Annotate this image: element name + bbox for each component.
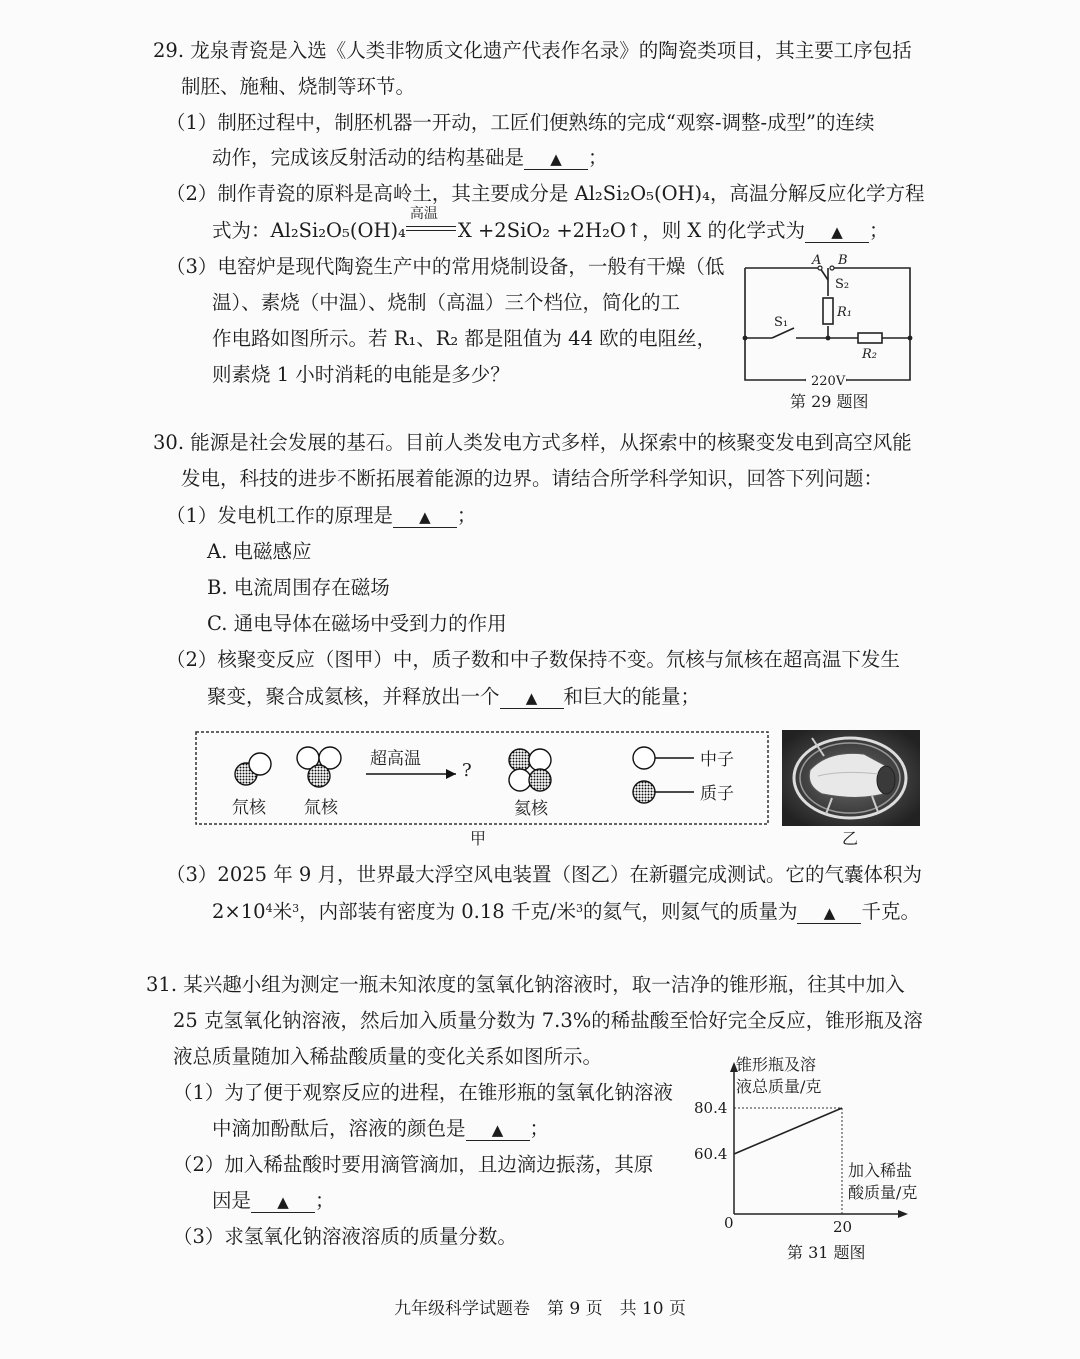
node	[826, 336, 831, 341]
q31-part2-line1: （2）加入稀盐酸时要用滴管滴加，且边滴边振荡，其原	[173, 1153, 654, 1176]
reaction-condition: 高温	[409, 206, 438, 222]
q29-stem-line2: 制胚、施釉、烧制等环节。	[181, 75, 416, 98]
equation-right: X +2SiO₂ +2H₂O↑，则 X 的化学式为	[457, 219, 805, 242]
volume-value: 2×10	[212, 900, 266, 923]
node	[743, 336, 748, 341]
q29-part2-line1: （2）制作青瓷的原料是高岭土，其主要成分是 Al₂Si₂O₅(OH)₄，高温分解反应化学方程	[166, 182, 925, 205]
resistor-r1	[823, 298, 833, 324]
answer-blank	[393, 506, 457, 528]
label-r2: R₂	[862, 347, 877, 362]
blank-triangle: ▲	[525, 689, 538, 707]
diagram-frame	[196, 732, 768, 824]
label-a: A	[812, 253, 822, 268]
label-s2: S₂	[835, 277, 850, 292]
q29-part3-line1: （3）电窑炉是现代陶瓷生产中的常用烧制设备，一般有干燥（低	[166, 255, 725, 278]
punct: ；	[315, 1189, 335, 1212]
reaction-arrow	[406, 206, 458, 240]
q31-part1-line2	[212, 1116, 549, 1142]
q31-part1-text: 中滴加酚酞后，溶液的颜色是	[212, 1117, 466, 1140]
punct: ；	[869, 219, 889, 242]
label-b: B	[838, 253, 848, 268]
punct: ；	[529, 1117, 550, 1140]
y-tick-label-top: 80.4	[694, 1099, 728, 1117]
q31-part2-text: 因是	[212, 1189, 252, 1212]
q29-part2-line2	[212, 206, 889, 244]
q29-part1-line1: （1）制胚过程中，制胚机器一开动，工匠们便熟练的完成“观察-调整-成型”的连续	[166, 111, 875, 134]
q30-option-c: C. 通电导体在磁场中受到力的作用	[207, 612, 507, 635]
label-condition: 超高温	[370, 749, 421, 769]
q29-part1-text: 动作，完成该反射活动的结构基础是	[212, 146, 525, 169]
answer-blank	[805, 221, 869, 243]
equation-left: 式为：Al₂Si₂O₅(OH)₄	[212, 219, 406, 242]
helium-text: 的氦气，则氦气的质量为	[582, 900, 798, 923]
q30-part1	[166, 503, 476, 529]
blank-triangle: ▲	[550, 150, 562, 168]
x-axis-label-2: 酸质量/克	[848, 1183, 918, 1202]
density-text: ，内部装有密度为 0.18 千克/米	[299, 900, 576, 923]
q31-part3: （3）求氢氧化钠溶液溶质的质量分数。	[173, 1225, 517, 1248]
y-tick-label-low: 60.4	[694, 1145, 728, 1163]
label-jia: 甲	[470, 829, 487, 848]
legend-proton: 质子	[700, 784, 734, 804]
q29-part1-line2	[212, 145, 608, 171]
q30-part2-line2	[207, 684, 700, 710]
q30-option-b: B. 电流周围存在磁场	[207, 576, 390, 599]
punct: ；	[456, 504, 477, 527]
fig29-caption: 第 29 题图	[790, 392, 869, 411]
y-axis-label-2: 液总质量/克	[736, 1077, 822, 1096]
label-helium: 氦核	[514, 799, 548, 819]
arrow-line	[406, 226, 456, 227]
answer-blank	[524, 148, 588, 170]
circuit-diagram	[740, 254, 920, 394]
answer-blank	[466, 1119, 530, 1141]
y-axis-label-1: 锥形瓶及溶	[736, 1055, 817, 1074]
punct: ；	[588, 146, 608, 169]
blank-triangle: ▲	[277, 1193, 289, 1211]
answer-blank	[797, 902, 861, 924]
arrow-line	[406, 230, 456, 231]
q31-stem-line2: 25 克氢氧化钠溶液，然后加入质量分数为 7.3%的稀盐酸至恰好完全反应，锥形瓶及溶	[173, 1009, 923, 1032]
fusion-diagram	[194, 730, 774, 848]
airship-turbine-photo	[782, 730, 922, 848]
label-unknown: ?	[462, 760, 472, 781]
q29-part3-line3: 作电路如图所示。若 R₁、R₂ 都是阻值为 44 欧的电阻丝，	[212, 327, 717, 350]
label-voltage: 220V	[811, 374, 846, 389]
terminal-b	[830, 266, 834, 270]
q30-part2-text: 聚变，聚合成氦核，并释放出一个	[207, 685, 500, 708]
resistor-r2	[858, 333, 882, 343]
q30-part2-tail: 和巨大的能量；	[563, 685, 701, 708]
exponent: 3	[292, 902, 300, 915]
blank-triangle: ▲	[823, 904, 836, 922]
q30-stem-line2: 发电，科技的进步不断拓展着能源的边界。请结合所学科学知识，回答下列问题：	[181, 467, 884, 490]
exponent: 4	[265, 902, 273, 915]
blank-triangle: ▲	[491, 1121, 504, 1139]
x-tick-label: 20	[833, 1218, 853, 1236]
mass-line-chart	[690, 1050, 920, 1240]
q30-option-a: A. 电磁感应	[207, 540, 312, 563]
q30-part2-line1: （2）核聚变反应（图甲）中，质子数和中子数保持不变。氘核与氚核在超高温下发生	[166, 648, 900, 671]
legend-neutron: 中子	[700, 750, 734, 770]
q31-stem-line3: 液总质量随加入稀盐酸质量的变化关系如图所示。	[173, 1045, 603, 1068]
q30-stem-line1: 30. 能源是社会发展的基石。目前人类发电方式多样，从探索中的核聚变发电到高空风能	[153, 431, 912, 454]
unit: 米	[272, 900, 293, 923]
node	[908, 336, 913, 341]
q30-part3-line2	[212, 899, 920, 925]
label-deuterium: 氘核	[232, 798, 266, 818]
x-axis-label-1: 加入稀盐	[848, 1161, 913, 1180]
label-s1: S₁	[774, 315, 789, 330]
q29-part3-line2: 温）、素烧（中温）、烧制（高温）三个档位，简化的工	[212, 291, 681, 314]
answer-blank	[500, 687, 564, 709]
blank-triangle: ▲	[419, 508, 431, 526]
exponent: 3	[575, 902, 583, 915]
page-footer: 九年级科学试题卷 第 9 页 共 10 页	[393, 1299, 687, 1319]
q29-part3-line4: 则素烧 1 小时消耗的电能是多少？	[212, 363, 510, 386]
blank-triangle: ▲	[831, 223, 843, 241]
q29-stem-line1: 29. 龙泉青瓷是入选《人类非物质文化遗产代表作名录》的陶瓷类项目，其主要工序包括	[153, 39, 912, 62]
label-yi: 乙	[842, 829, 859, 848]
fig31-caption: 第 31 题图	[787, 1243, 866, 1262]
series-line	[734, 1108, 842, 1154]
x-axis-arrow	[898, 1210, 908, 1218]
answer-blank	[251, 1191, 315, 1213]
q31-stem-line1: 31. 某兴趣小组为测定一瓶未知浓度的氢氧化钠溶液时，取一洁净的锥形瓶，往其中加入	[146, 973, 905, 996]
label-tritium: 氚核	[304, 798, 338, 818]
q30-part1-text: （1）发电机工作的原理是	[166, 504, 393, 527]
q31-part1-line1: （1）为了便于观察反应的进程，在锥形瓶的氢氧化钠溶液	[173, 1081, 673, 1104]
q31-part2-line2	[212, 1188, 335, 1214]
label-r1: R₁	[837, 305, 852, 320]
q30-part3-line1: （3）2025 年 9 月，世界最大浮空风电装置（图乙）在新疆完成测试。它的气囊体积为	[166, 863, 923, 886]
unit-tail: 千克。	[861, 900, 920, 923]
origin-label: 0	[724, 1214, 734, 1232]
